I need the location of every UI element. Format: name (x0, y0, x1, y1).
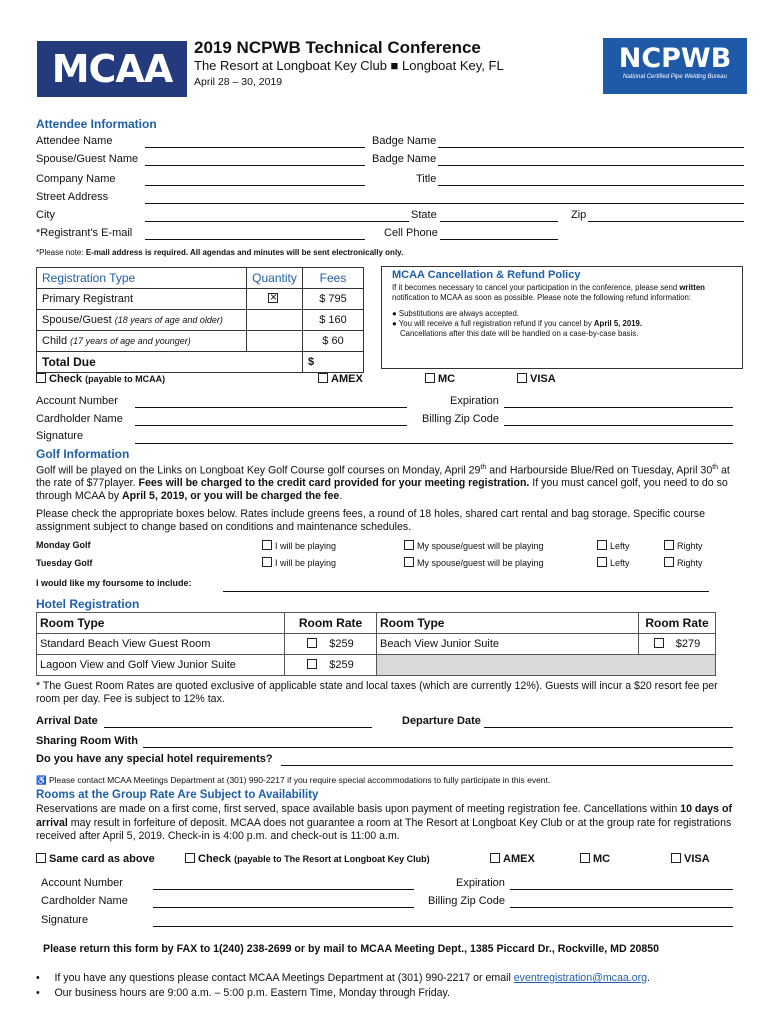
foursome-label: I would like my foursome to include: (36, 578, 192, 588)
group-p1b: 10 days of arrival (36, 803, 733, 829)
hotel-amex-label: AMEX (503, 853, 535, 865)
monday-playing[interactable] (262, 540, 336, 551)
email-link[interactable]: eventregistration@mcaa.org (513, 972, 647, 984)
amex-option[interactable] (318, 373, 363, 385)
junior-suite-checkbox[interactable] (654, 638, 664, 648)
cell-field[interactable] (440, 228, 558, 240)
hotel-cardholder-field[interactable] (153, 896, 414, 908)
hotel-rate-lagoon[interactable] (285, 655, 377, 676)
state-field[interactable] (440, 210, 558, 222)
hotel-amex-option[interactable] (490, 853, 535, 865)
hotel-rate-note: * The Guest Room Rates are quoted exclusive of applicable state and local taxes (which are currently 12%). Guests will incur a $20 resort fee per room per day. Fee is subject to 12% tax. (36, 680, 718, 705)
hotel-rate-standard[interactable] (285, 634, 377, 655)
hotel-amex-checkbox[interactable] (490, 853, 500, 863)
cardholder-field[interactable] (135, 414, 407, 426)
zip-field[interactable] (588, 210, 744, 222)
ncpwb-logo-text: NCPWB (618, 43, 732, 74)
hotel-section-title: Hotel Registration (36, 597, 140, 611)
visa-label: VISA (530, 373, 556, 385)
hotel-billing-zip-label: Billing Zip Code (428, 895, 506, 907)
monday-lefty-checkbox[interactable] (597, 540, 607, 550)
reg-child-label: Child (42, 335, 68, 347)
junior-rate-text: $279 (675, 638, 701, 650)
hotel-table (36, 612, 716, 676)
golf-paragraph-2: Please check the appropriate boxes below. Rates include greens fees, a round of 18 holes, shared cart rental and bag storage. Specific course assignment subject to change based on conditions and maintenance schedules. (36, 508, 705, 533)
footer-bullet-2: • Our business hours are 9:00 a.m. – 5:00 p.m. Eastern Time, Monday through Friday. (36, 987, 450, 999)
hotel-empty-cell (377, 655, 716, 676)
policy-p1c: notification to MCAA as soon as possible. Please note the following refund information: (392, 293, 692, 302)
conference-subtitle: The Resort at Longboat Key Club ■ Longboat Key, FL (194, 58, 504, 73)
badge-name-label: Badge Name (372, 135, 437, 147)
special-requirements-label: Do you have any special hotel requirements? (36, 753, 273, 765)
sharing-label: Sharing Room With (36, 735, 138, 747)
visa-option[interactable] (517, 373, 556, 385)
city-field[interactable] (145, 210, 409, 222)
accessibility-note (36, 775, 550, 786)
conference-dates: April 28 – 30, 2019 (194, 76, 283, 88)
departure-field[interactable] (484, 716, 733, 728)
reg-spouse-note: (18 years of age and older) (114, 315, 223, 325)
tuesday-righty-label: Righty (677, 558, 703, 568)
reg-row-child (37, 331, 247, 352)
check-note: (payable to MCAA) (85, 374, 166, 384)
tuesday-playing-checkbox[interactable] (262, 557, 272, 567)
hotel-room-junior: Beach View Junior Suite (377, 634, 639, 655)
monday-spouse-checkbox[interactable] (404, 540, 414, 550)
reg-spouse-label: Spouse/Guest (42, 314, 112, 326)
monday-righty[interactable] (664, 540, 703, 551)
zip-label: Zip (571, 209, 587, 221)
tuesday-righty[interactable] (664, 557, 703, 568)
tuesday-spouse-label: My spouse/guest will be playing (417, 558, 544, 568)
hotel-expiration-label: Expiration (456, 877, 505, 889)
reg-row-spouse (37, 310, 247, 331)
hotel-visa-checkbox[interactable] (671, 853, 681, 863)
account-field[interactable] (135, 396, 407, 408)
arrival-label: Arrival Date (36, 715, 98, 727)
golf-p1f: April 5, 2019, or you will be charged the fee (121, 489, 340, 502)
visa-checkbox[interactable] (517, 373, 527, 383)
attendee-name-field[interactable] (145, 136, 365, 148)
monday-golf-label: Monday Golf (36, 540, 91, 550)
golf-p1c: at the rate of $77player. (36, 464, 730, 490)
reg-total-label: Total Due (37, 352, 247, 373)
monday-playing-checkbox[interactable] (262, 540, 272, 550)
reg-total-value[interactable]: $ (303, 352, 364, 373)
hotel-col-type-left: Room Type (37, 613, 285, 634)
tuesday-lefty-checkbox[interactable] (597, 557, 607, 567)
cardholder-label: Cardholder Name (36, 413, 123, 425)
policy-b2a: You will receive a full registration refund if you cancel by (398, 319, 594, 328)
hotel-expiration-field[interactable] (510, 878, 733, 890)
golf-p1b: and Harbourside Blue/Red on Tuesday, April 30 (486, 464, 713, 477)
hotel-cardholder-label: Cardholder Name (41, 895, 128, 907)
hotel-col-rate-left: Room Rate (285, 613, 377, 634)
hotel-signature-label: Signature (41, 914, 89, 926)
group-p1: Reservations are made on a first come, first served, space available basis upon payment of meeting registration fee. Cancellations within (36, 803, 681, 815)
footer-q1: If you have any questions please contact MCAA Meetings Department at (301) 990-2217 or email (54, 972, 514, 984)
mc-checkbox[interactable] (425, 373, 435, 383)
same-card-label: Same card as above (49, 853, 155, 865)
lagoon-rate-text: $259 (329, 659, 354, 671)
policy-bullet-1: ● Substitutions are always accepted. (392, 309, 519, 318)
accessibility-text: Please contact MCAA Meetings Department at (301) 990-2217 if you require special accommodations to fully participate in this event. (48, 775, 551, 785)
reg-col-type: Registration Type (37, 268, 247, 289)
hotel-signature-field[interactable] (153, 915, 733, 927)
expiration-field[interactable] (504, 396, 733, 408)
hotel-rate-junior[interactable] (639, 634, 716, 655)
golf-p1d: Fees will be charged to the credit card provided for your meeting registration. (138, 477, 530, 490)
hotel-check-label: Check (198, 853, 232, 865)
spouse-badge-label: Badge Name (372, 153, 437, 165)
primary-checkbox[interactable] (268, 293, 278, 303)
golf-p1g: . (339, 489, 343, 502)
reg-fee-child: $ 60 (303, 331, 364, 352)
tuesday-golf-label: Tuesday Golf (36, 558, 93, 568)
hotel-mc-label: MC (593, 853, 611, 865)
reg-child-note: (17 years of age and younger) (70, 336, 191, 346)
monday-spouse-label: My spouse/guest will be playing (417, 541, 544, 551)
cell-label: Cell Phone (384, 227, 438, 239)
email-label: *Registrant's E-mail (36, 227, 133, 239)
attendee-section-title: Attendee Information (36, 117, 157, 131)
wheelchair-icon: ♿ (36, 775, 47, 785)
spouse-name-label: Spouse/Guest Name (36, 153, 139, 165)
golf-section-title: Golf Information (36, 447, 130, 461)
hotel-billing-zip-field[interactable] (510, 896, 733, 908)
title-field[interactable] (438, 174, 744, 186)
spouse-name-field[interactable] (145, 154, 365, 166)
foursome-field[interactable] (223, 580, 709, 592)
hotel-mc-option[interactable] (580, 853, 610, 865)
group-p1c: may result in forfeiture of deposit. MCAA does not guarantee a room at The Resort at Longboat Key Club or at the group rate for registrations received after April 5, 2019. Check-in is 4:00 p.m. and check-out is 11:00 a.m. (36, 816, 732, 842)
company-field[interactable] (145, 174, 365, 186)
city-label: City (36, 209, 55, 221)
ncpwb-logo-sub: National Certified Pipe Welding Bureau (623, 74, 727, 80)
account-label: Account Number (36, 395, 118, 407)
spouse-badge-field[interactable] (438, 154, 744, 166)
arrival-field[interactable] (104, 716, 372, 728)
group-rate-title: Rooms at the Group Rate Are Subject to Availability (36, 789, 319, 801)
policy-bullet-2b: Cancellations after this date will be handled on a case-by-case basis. (400, 329, 639, 338)
expiration-label: Expiration (450, 395, 499, 407)
policy-b1: Substitutions are always accepted. (398, 309, 519, 318)
reg-col-qty: Quantity (247, 268, 303, 289)
tuesday-righty-checkbox[interactable] (664, 557, 674, 567)
tuesday-playing[interactable] (262, 557, 336, 568)
email-field[interactable] (145, 228, 365, 240)
hotel-check-checkbox[interactable] (185, 853, 195, 863)
reg-col-fees: Fees (303, 268, 364, 289)
badge-name-field[interactable] (438, 136, 744, 148)
policy-bullet-2: ● You will receive a full registration refund if you cancel by April 5, 2019. (392, 319, 643, 328)
golf-paragraph-1 (36, 462, 736, 502)
monday-righty-label: Righty (677, 541, 703, 551)
lagoon-room-checkbox[interactable] (307, 659, 317, 669)
tuesday-lefty-label: Lefty (610, 558, 630, 568)
hotel-room-lagoon: Lagoon View and Golf View Junior Suite (37, 655, 285, 676)
hotel-check-option[interactable] (185, 853, 430, 865)
golf-sup1: th (480, 464, 487, 471)
hotel-visa-label: VISA (684, 853, 710, 865)
monday-lefty-label: Lefty (610, 541, 630, 551)
monday-lefty[interactable] (597, 540, 630, 551)
mc-label: MC (438, 373, 456, 385)
same-card-option[interactable] (36, 853, 155, 865)
amex-checkbox[interactable] (318, 373, 328, 383)
signature-label: Signature (36, 430, 84, 442)
conference-title: 2019 NCPWB Technical Conference (194, 38, 481, 57)
reg-row-primary: Primary Registrant (37, 289, 247, 310)
hotel-account-label: Account Number (41, 877, 123, 889)
email-note (36, 248, 403, 257)
tuesday-playing-label: I will be playing (275, 558, 337, 568)
reg-qty-child[interactable] (247, 331, 303, 352)
state-label: State (411, 209, 437, 221)
refund-policy-text (392, 283, 732, 303)
email-note-text: E-mail address is required. All agendas and minutes will be sent electronically only. (85, 248, 404, 257)
hotel-col-type-right: Room Type (377, 613, 639, 634)
special-requirements-field[interactable] (281, 754, 733, 766)
signature-field[interactable] (135, 432, 733, 444)
sharing-field[interactable] (143, 736, 733, 748)
departure-label: Departure Date (402, 715, 481, 727)
hotel-mc-checkbox[interactable] (580, 853, 590, 863)
return-instructions: Please return this form by FAX to 1(240) 238-2699 or by mail to MCAA Meeting Dept., 1385 Piccard Dr., Rockville, MD 20850 (43, 943, 660, 955)
policy-b2b: April 5, 2019. (593, 319, 643, 328)
reg-fee-spouse: $ 160 (303, 310, 364, 331)
refund-policy-title: MCAA Cancellation & Refund Policy (392, 269, 581, 281)
same-card-checkbox[interactable] (36, 853, 46, 863)
attendee-name-label: Attendee Name (36, 135, 113, 147)
check-label: Check (49, 373, 83, 385)
reg-fee-primary: $ 795 (303, 289, 364, 310)
golf-p1a: Golf will be played on the Links on Longboat Key Golf Course golf courses on Monday, April 29 (36, 464, 481, 477)
hotel-room-standard: Standard Beach View Guest Room (37, 634, 285, 655)
mcaa-logo: MCAA (37, 41, 187, 97)
footer-q1-end: . (647, 972, 650, 984)
hotel-check-note: (payable to The Resort at Longboat Key Club) (234, 854, 430, 864)
golf-p1e: If you must cancel golf, you need to do so through MCAA by (36, 477, 728, 502)
footer-q2: Our business hours are 9:00 a.m. – 5:00 p.m. Eastern Time, Monday through Friday. (54, 987, 450, 999)
company-label: Company Name (36, 173, 116, 185)
monday-righty-checkbox[interactable] (664, 540, 674, 550)
refund-policy-box (381, 266, 743, 369)
footer-bullet-1: • If you have any questions please contact MCAA Meetings Department at (301) 990-2217 or email eventregistration@mcaa.org. (36, 972, 650, 984)
hotel-visa-option[interactable] (671, 853, 710, 865)
mc-option[interactable] (425, 373, 455, 385)
email-note-prefix: *Please note: (36, 248, 86, 257)
billing-zip-label: Billing Zip Code (422, 413, 500, 425)
group-rate-text (36, 803, 736, 844)
registration-table (36, 267, 364, 373)
monday-spouse[interactable] (404, 540, 544, 551)
hotel-account-field[interactable] (153, 878, 414, 890)
title-label: Title (416, 173, 437, 185)
hotel-col-rate-right: Room Rate (639, 613, 716, 634)
monday-playing-label: I will be playing (275, 541, 337, 551)
amex-label: AMEX (331, 373, 363, 385)
golf-sup2: th (712, 464, 719, 471)
check-checkbox[interactable] (36, 373, 46, 383)
street-field[interactable] (145, 192, 744, 204)
tuesday-lefty[interactable] (597, 557, 630, 568)
policy-p1b: written (679, 283, 705, 292)
reg-qty-spouse[interactable] (247, 310, 303, 331)
ncpwb-logo (603, 38, 747, 94)
street-label: Street Address (36, 191, 109, 203)
standard-room-checkbox[interactable] (307, 638, 317, 648)
check-option[interactable] (36, 373, 165, 385)
tuesday-spouse-checkbox[interactable] (404, 557, 414, 567)
tuesday-spouse[interactable] (404, 557, 544, 568)
policy-p1: If it becomes necessary to cancel your participation in the conference, please send (392, 283, 678, 292)
reg-qty-primary[interactable] (247, 289, 303, 310)
standard-rate-text: $259 (329, 638, 354, 650)
billing-zip-field[interactable] (504, 414, 733, 426)
